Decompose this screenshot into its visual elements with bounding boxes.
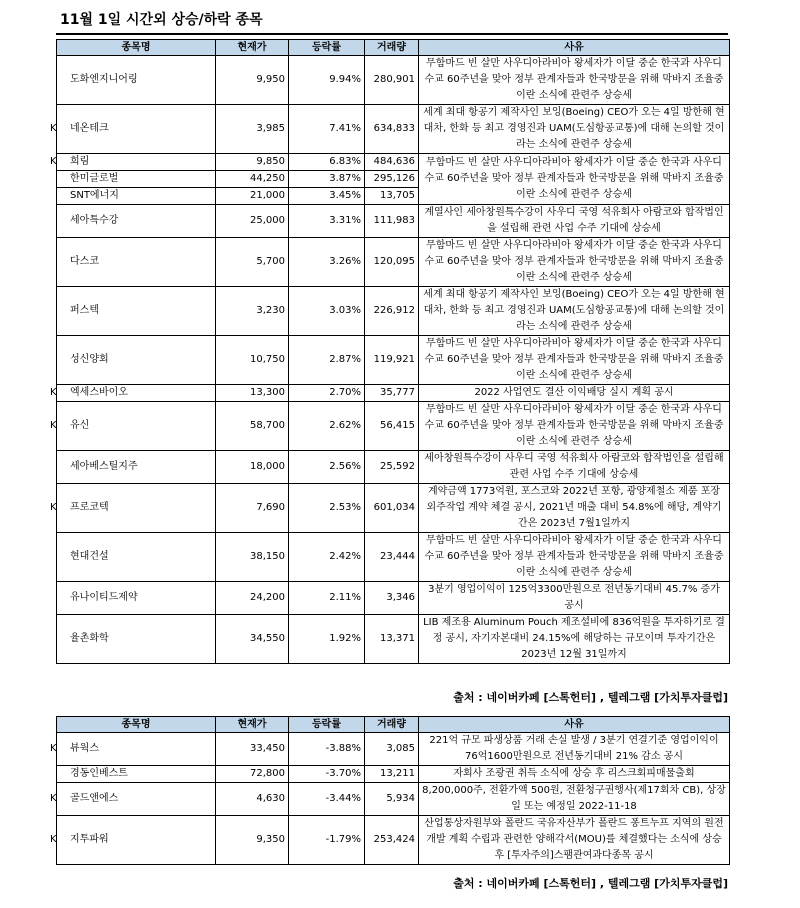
stock-name-cell xyxy=(50,385,216,402)
stock-rate: 3.87% xyxy=(289,171,365,188)
market-mark: K xyxy=(50,834,57,845)
stock-name-cell xyxy=(57,615,216,664)
market-mark: K xyxy=(50,123,57,134)
page-title: 11월 1일 시간외 상승/하락 종목 xyxy=(60,12,263,28)
stock-volume: 3,346 xyxy=(365,582,419,615)
stock-price: 3,985 xyxy=(216,105,289,154)
stock-volume: 35,777 xyxy=(365,385,419,402)
market-mark: K xyxy=(50,387,57,398)
stock-name: 프로코텍 xyxy=(70,502,109,513)
stock-volume: 484,636 xyxy=(365,154,419,171)
stock-reason: 세계 최대 항공기 제작사인 보잉(Boeing) CEO가 오는 4일 방한해 현대차, 한화 등 최고 경영진과 UAM(도심항공교통)에 대해 논의할 것이라는 소식에 관련주 상승세 xyxy=(419,287,730,336)
stock-name: 퍼스텍 xyxy=(70,305,99,316)
stock-rate: 2.62% xyxy=(289,402,365,451)
stock-price: 18,000 xyxy=(216,451,289,484)
stock-reason: 무함마드 빈 살만 사우디아라비아 왕세자가 이달 중순 한국과 사우디 수교 60주년을 맞아 정부 관계자들과 한국방문을 위해 막바지 조율중이란 소식에 관련주 상승세 xyxy=(419,533,730,582)
stock-price: 33,450 xyxy=(216,733,289,766)
stock-reason: 계약금액 1773억원, 포스코와 2022년 포항, 광양제철소 제품 포장 외주작업 계약 체결 공시, 2021년 매출 대비 54.8%에 해당, 계약기간은 2023년 7월1일까지 xyxy=(419,484,730,533)
table-header-row xyxy=(57,717,730,733)
stock-reason: LIB 제조용 Aluminum Pouch 제조설비에 836억원을 투자하기로 결정 공시, 자기자본대비 24.15%에 해당하는 규모이며 투자기간은 2023년 12월 31일까지 xyxy=(419,615,730,664)
stock-rate: 2.11% xyxy=(289,582,365,615)
stock-name: 뷰웍스 xyxy=(70,743,99,754)
market-mark: K xyxy=(50,420,57,431)
stock-volume: 13,705 xyxy=(365,188,419,205)
title-underline xyxy=(56,33,728,35)
stock-volume: 3,085 xyxy=(365,733,419,766)
stock-price: 24,200 xyxy=(216,582,289,615)
stock-rate: 1.92% xyxy=(289,615,365,664)
stock-price: 3,230 xyxy=(216,287,289,336)
stock-volume: 226,912 xyxy=(365,287,419,336)
header-price: 현재가 xyxy=(216,717,289,733)
table-row xyxy=(57,402,730,451)
table-row xyxy=(57,533,730,582)
stock-name-cell xyxy=(57,188,216,205)
stock-rate: 7.41% xyxy=(289,105,365,154)
stock-reason: 무함마드 빈 살만 사우디아라비아 왕세자가 이달 중순 한국과 사우디 수교 60주년을 맞아 정부 관계자들과 한국방문을 위해 막바지 조율중이란 소식에 관련주 상승세 xyxy=(419,56,730,105)
stock-rate: 2.87% xyxy=(289,336,365,385)
stock-price: 44,250 xyxy=(216,171,289,188)
stock-price: 13,300 xyxy=(216,385,289,402)
stock-rate: -3.88% xyxy=(289,733,365,766)
stock-name: 유신 xyxy=(70,420,90,431)
stock-reason: 무함마드 빈 살만 사우디아라비아 왕세자가 이달 중순 한국과 사우디 수교 60주년을 맞아 정부 관계자들과 한국방문을 위해 막바지 조율중이란 소식에 관련주 상승세 xyxy=(419,154,730,205)
stock-name-cell xyxy=(57,582,216,615)
stock-volume: 25,592 xyxy=(365,451,419,484)
table-row xyxy=(57,238,730,287)
stock-volume: 111,983 xyxy=(365,205,419,238)
table-header-row xyxy=(57,40,730,56)
stock-name: 지투파워 xyxy=(70,834,109,845)
stock-reason: 2022 사업연도 결산 이익배당 실시 계획 공시 xyxy=(419,385,730,402)
stock-reason: 8,200,000주, 전환가액 500원, 전환청구권행사(제17회차 CB), 상장일 또는 예정일 2022-11-18 xyxy=(419,783,730,816)
stock-rate: 3.26% xyxy=(289,238,365,287)
stock-name-cell xyxy=(50,402,216,451)
stock-price: 21,000 xyxy=(216,188,289,205)
market-mark: K xyxy=(50,502,57,513)
header-price: 현재가 xyxy=(216,40,289,56)
stock-reason: 자회사 조광권 취득 소식에 상승 후 리스크회피매물출회 xyxy=(419,766,730,783)
table-row xyxy=(57,154,730,171)
header-rate: 등락률 xyxy=(289,717,365,733)
header-name: 종목명 xyxy=(57,717,216,733)
stock-price: 7,690 xyxy=(216,484,289,533)
stock-name-cell xyxy=(57,287,216,336)
table-row xyxy=(57,582,730,615)
stock-name: 현대건설 xyxy=(70,551,109,562)
stock-volume: 56,415 xyxy=(365,402,419,451)
stock-rate: 3.45% xyxy=(289,188,365,205)
stock-price: 9,850 xyxy=(216,154,289,171)
stock-reason: 세아창원특수강이 사우디 국영 석유회사 아람코와 합작법인을 설립해 관련 사업 수주 기대에 상승세 xyxy=(419,451,730,484)
header-volume: 거래량 xyxy=(365,717,419,733)
stock-price: 34,550 xyxy=(216,615,289,664)
stock-reason: 3분기 영업이익이 125억3300만원으로 전년동기대비 45.7% 증가 공시 xyxy=(419,582,730,615)
stock-reason: 무함마드 빈 살만 사우디아라비아 왕세자가 이달 중순 한국과 사우디 수교 60주년을 맞아 정부 관계자들과 한국방문을 위해 막바지 조율중이란 소식에 관련주 상승세 xyxy=(419,402,730,451)
stock-reason: 무함마드 빈 살만 사우디아라비아 왕세자가 이달 중순 한국과 사우디 수교 60주년을 맞아 정부 관계자들과 한국방문을 위해 막바지 조율중이란 소식에 관련주 상승세 xyxy=(419,336,730,385)
table-row xyxy=(57,783,730,816)
table-row xyxy=(57,105,730,154)
table-row xyxy=(57,205,730,238)
stock-name: 세아베스틸지주 xyxy=(70,461,138,472)
stock-volume: 601,034 xyxy=(365,484,419,533)
header-rate: 등락률 xyxy=(289,40,365,56)
header-name: 종목명 xyxy=(57,40,216,56)
stock-reason: 221억 규모 파생상품 거래 손실 발생 / 3분기 연결기준 영업이익이 76억1600만원으로 전년동기대비 21% 감소 공시 xyxy=(419,733,730,766)
stock-volume: 13,371 xyxy=(365,615,419,664)
stock-price: 38,150 xyxy=(216,533,289,582)
market-mark: K xyxy=(50,156,57,167)
stock-volume: 295,126 xyxy=(365,171,419,188)
stock-price: 4,630 xyxy=(216,783,289,816)
stock-name: 희림 xyxy=(70,156,90,167)
stock-name: 도화엔지니어링 xyxy=(70,74,138,85)
table-row xyxy=(57,385,730,402)
stock-rate: 2.70% xyxy=(289,385,365,402)
table-row xyxy=(57,336,730,385)
stock-volume: 120,095 xyxy=(365,238,419,287)
stock-price: 9,950 xyxy=(216,56,289,105)
stock-rate: -3.70% xyxy=(289,766,365,783)
stock-volume: 119,921 xyxy=(365,336,419,385)
stock-rate: 6.83% xyxy=(289,154,365,171)
stock-rate: -1.79% xyxy=(289,816,365,865)
stock-name: 네온테크 xyxy=(70,123,109,134)
stock-rate: 3.03% xyxy=(289,287,365,336)
stock-reason: 계열사인 세아창원특수강이 사우디 국영 석유회사 아람코와 합작법인을 설립해 관련 사업 수주 기대에 상승세 xyxy=(419,205,730,238)
stock-price: 5,700 xyxy=(216,238,289,287)
stock-name-cell xyxy=(57,171,216,188)
table-row xyxy=(57,287,730,336)
stock-name-cell xyxy=(57,533,216,582)
stock-name: 유나이티드제약 xyxy=(70,592,138,603)
market-mark: K xyxy=(50,793,57,804)
stock-rate: -3.44% xyxy=(289,783,365,816)
stock-name-cell xyxy=(57,451,216,484)
stock-name: 세아특수강 xyxy=(70,215,119,226)
stock-volume: 23,444 xyxy=(365,533,419,582)
stock-name-cell xyxy=(57,766,216,783)
stock-volume: 253,424 xyxy=(365,816,419,865)
stock-reason: 산업통상자원부와 폴란드 국유자산부가 폴란드 퐁트누프 지역의 원전 개발 계획 수립과 관련한 양해각서(MOU)를 체결했다는 소식에 상승 후 [투자주의]스팸관여과다종목 공시 xyxy=(419,816,730,865)
stock-name: 한미글로벌 xyxy=(70,173,119,184)
stock-rate: 2.42% xyxy=(289,533,365,582)
stock-price: 9,350 xyxy=(216,816,289,865)
stock-rate: 3.31% xyxy=(289,205,365,238)
stock-name: 다스코 xyxy=(70,256,99,267)
table-row xyxy=(57,816,730,865)
stock-name-cell xyxy=(50,783,216,816)
source-credit: 출처 : 네이버카페 [스톡헌터] , 텔레그램 [가치투자클럽] xyxy=(453,691,728,704)
stock-name-cell xyxy=(50,733,216,766)
table-row xyxy=(57,484,730,533)
stock-name: 경동인베스트 xyxy=(70,768,128,779)
stock-price: 25,000 xyxy=(216,205,289,238)
table-row xyxy=(57,451,730,484)
stock-name-cell xyxy=(50,484,216,533)
stock-name: 성신양회 xyxy=(70,354,109,365)
table-row xyxy=(57,733,730,766)
header-reason: 사유 xyxy=(419,717,730,733)
stock-rate: 2.56% xyxy=(289,451,365,484)
stock-reason: 무함마드 빈 살만 사우디아라비아 왕세자가 이달 중순 한국과 사우디 수교 60주년을 맞아 정부 관계자들과 한국방문을 위해 막바지 조율중이란 소식에 관련주 상승세 xyxy=(419,238,730,287)
header-reason: 사유 xyxy=(419,40,730,56)
stock-name-cell xyxy=(57,238,216,287)
market-mark: K xyxy=(50,743,57,754)
table-row xyxy=(57,56,730,105)
stock-price: 10,750 xyxy=(216,336,289,385)
stock-rate: 9.94% xyxy=(289,56,365,105)
stock-volume: 13,211 xyxy=(365,766,419,783)
table-row xyxy=(57,615,730,664)
rising-stocks-table xyxy=(50,39,730,664)
falling-stocks-table xyxy=(50,716,730,865)
header-volume: 거래량 xyxy=(365,40,419,56)
stock-reason: 세계 최대 항공기 제작사인 보잉(Boeing) CEO가 오는 4일 방한해 현대차, 한화 등 최고 경영진과 UAM(도심항공교통)에 대해 논의할 것이라는 소식에 관련주 상승세 xyxy=(419,105,730,154)
stock-name-cell xyxy=(50,816,216,865)
stock-name: 율촌화학 xyxy=(70,633,109,644)
stock-name: 골드앤에스 xyxy=(70,793,119,804)
stock-name-cell xyxy=(50,154,216,171)
stock-name: 엑세스바이오 xyxy=(70,387,128,398)
stock-price: 72,800 xyxy=(216,766,289,783)
stock-volume: 5,934 xyxy=(365,783,419,816)
source-credit: 출처 : 네이버카페 [스톡헌터] , 텔레그램 [가치투자클럽] xyxy=(453,877,728,890)
stock-rate: 2.53% xyxy=(289,484,365,533)
stock-name-cell xyxy=(50,105,216,154)
stock-name-cell xyxy=(57,205,216,238)
stock-name-cell xyxy=(57,336,216,385)
stock-volume: 280,901 xyxy=(365,56,419,105)
stock-volume: 634,833 xyxy=(365,105,419,154)
stock-price: 58,700 xyxy=(216,402,289,451)
table-row xyxy=(57,766,730,783)
stock-name-cell xyxy=(57,56,216,105)
stock-name: SNT에너지 xyxy=(70,190,119,201)
